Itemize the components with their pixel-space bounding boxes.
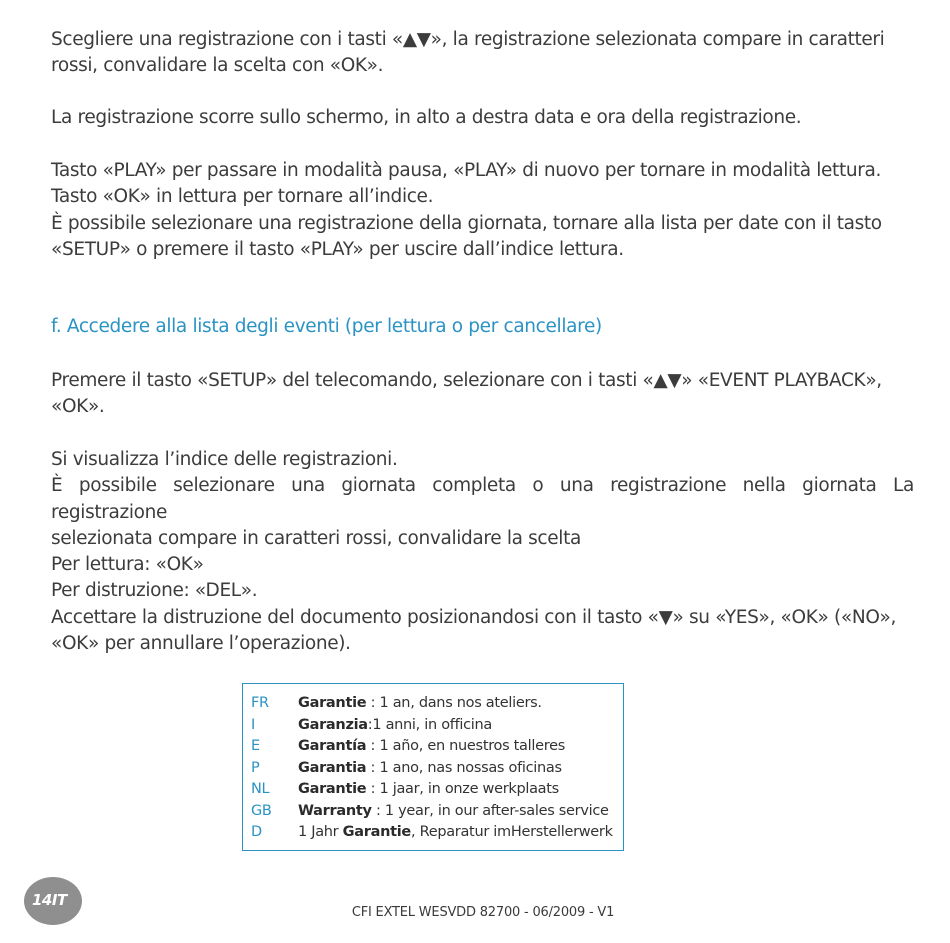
paragraph-recording-scroll bbox=[51, 105, 914, 131]
paragraph-recordings-index bbox=[51, 447, 914, 657]
text-line: selezionata compare in caratteri rossi, convalidare la scelta bbox=[51, 527, 581, 549]
warranty-text: Garantie : 1 jaar, in onze werkplaats bbox=[298, 781, 559, 797]
text-line: Tasto «PLAY» per passare in modalità pausa, «PLAY» di nuovo per tornare in modalità lettura. bbox=[51, 160, 882, 181]
text-line: rossi, convalidare la scelta con «OK». bbox=[51, 55, 384, 77]
text-line: Per lettura: «OK» bbox=[51, 554, 204, 576]
text-line: È possibile selezionare una registrazione della giornata, tornare alla lista per date con il tasto bbox=[51, 212, 882, 234]
warranty-box bbox=[242, 683, 624, 851]
text-line: Tasto «OK» in lettura per tornare all’indice. bbox=[51, 186, 434, 208]
language-code: FR bbox=[251, 695, 269, 711]
paragraph-select-recording bbox=[51, 27, 914, 80]
text-line: Scegliere una registrazione con i tasti «▲▼», la registrazione selezionata compare in caratteri bbox=[51, 29, 885, 50]
section-heading: f. Accedere alla lista degli eventi (per lettura o per cancellare) bbox=[51, 316, 602, 337]
paragraph-play-keys bbox=[51, 158, 914, 263]
warranty-text: Garantie : 1 an, dans nos ateliers. bbox=[298, 695, 542, 711]
page-number: 14IT bbox=[32, 891, 67, 909]
warranty-text: 1 Jahr Garantie, Reparatur imHerstellerwerk bbox=[298, 824, 613, 840]
warranty-text: Garanzia:1 anni, in officina bbox=[298, 716, 492, 733]
text-line: «OK». bbox=[51, 396, 105, 418]
language-code: NL bbox=[251, 781, 270, 797]
text-line: Per distruzione: «DEL». bbox=[51, 580, 258, 602]
footer-text: CFI EXTEL WESVDD 82700 - 06/2009 - V1 bbox=[351, 905, 615, 920]
warranty-text: Warranty : 1 year, in our after-sales service bbox=[298, 802, 609, 819]
text-line: Accettare la distruzione del documento posizionandosi con il tasto «▼» su «YES», «OK» («NO», bbox=[51, 606, 897, 628]
language-code: D bbox=[251, 824, 262, 840]
text-line: «OK» per annullare l’operazione). bbox=[51, 633, 351, 655]
warranty-text: Garantia : 1 ano, nas nossas oficinas bbox=[298, 759, 562, 776]
language-code: E bbox=[251, 738, 260, 754]
text-line: La registrazione scorre sullo schermo, in alto a destra data e ora della registrazione. bbox=[51, 107, 802, 128]
language-code: GB bbox=[251, 802, 272, 819]
text-line: Premere il tasto «SETUP» del telecomando, selezionare con i tasti «▲▼» «EVENT PLAYBACK», bbox=[51, 370, 882, 391]
text-line: «SETUP» o premere il tasto «PLAY» per uscire dall’indice lettura. bbox=[51, 238, 624, 260]
language-code: I bbox=[251, 716, 255, 733]
text-line: È possibile selezionare una giornata completa o una registrazione nella giornata La registrazione bbox=[51, 475, 914, 523]
warranty-text: Garantía : 1 año, en nuestros talleres bbox=[298, 738, 565, 754]
text-line: Si visualizza l’indice delle registrazioni. bbox=[51, 449, 398, 470]
language-code: P bbox=[251, 759, 260, 776]
paragraph-setup-event-playback bbox=[51, 368, 914, 421]
